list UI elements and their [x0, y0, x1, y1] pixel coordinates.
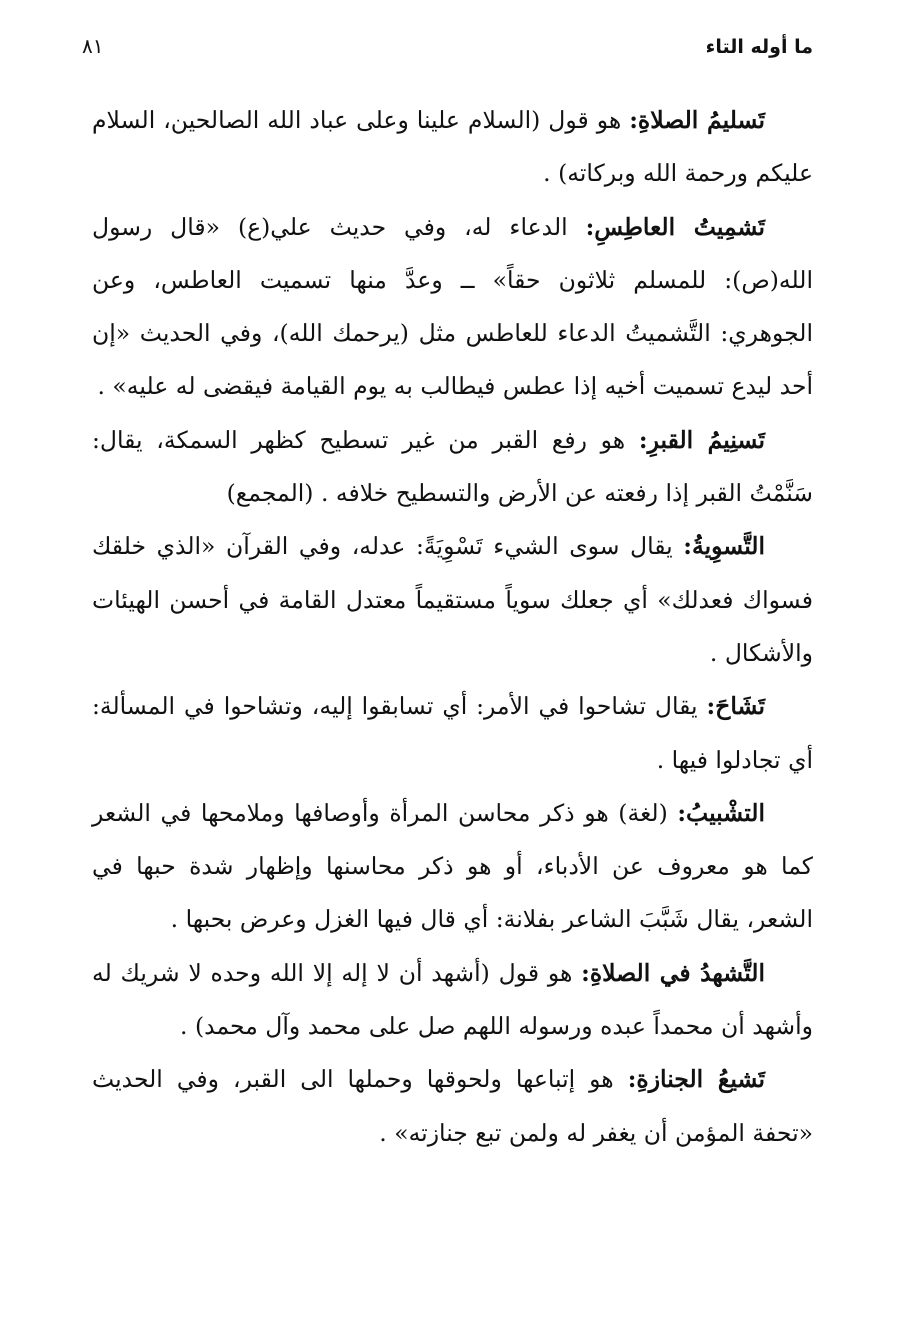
entry-term: التشْبيبُ:	[677, 798, 765, 827]
entry-term: تَشَاحَ:	[706, 692, 765, 721]
glossary-entry	[92, 94, 813, 201]
glossary-entry	[92, 1053, 813, 1160]
entry-definition: هو قول (أشهد أن لا إله إلا الله وحده لا شريك له وأشهد أن محمداً عبده ورسوله اللهم صل على محمد وآل محمد) .	[92, 958, 813, 1041]
entry-term: تَسنِيمُ القبرِ:	[638, 425, 765, 454]
entry-definition: هو إتباعها ولحوقها وحملها الى القبر، وفي الحديث «تحفة المؤمن أن يغفر له ولمن تبع جنازته» .	[92, 1065, 813, 1147]
glossary-entry	[92, 414, 813, 521]
entry-definition: الدعاء له، وفي حديث علي(ع) «قال رسول الله(ص): للمسلم ثلاثون حقاً» ــ وعدَّ منها تسميت العاطس، وعن الجوهري: التَّشميتُ الدعاء للعاطس مثل (يرحمك الله)، وفي الحديث «إن أحد ليدع تسميت أخيه إذا عطس فيطالب به يوم القيامة فيقضى له عليه» .	[92, 212, 813, 401]
entry-definition: يقال سوى الشيء تَسْوِيَةً: عدله، وفي القرآن «الذي خلقك فسواك فعدلك» أي جعلك سوياً مستقيماً معتدل القامة في أحسن الهيئات والأشكال .	[92, 532, 813, 667]
entry-definition: هو قول (السلام علينا وعلى عباد الله الصالحين، السلام عليكم ورحمة الله وبركاته) .	[92, 106, 813, 188]
entry-definition: يقال تشاحوا في الأمر: أي تسابقوا إليه، وتشاحوا في المسألة: أي تجادلوا فيها .	[92, 692, 813, 774]
entry-term: تَشيعُ الجنازةِ:	[627, 1065, 765, 1094]
glossary-entry	[92, 947, 813, 1054]
entry-term: تَسليمُ الصلاةِ:	[629, 106, 766, 134]
entry-definition: هو رفع القبر من غير تسطيح كظهر السمكة، يقال: سَنَّمْتُ القبر إذا رفعته عن الأرض والتسطيح خلافه . (المجمع)	[92, 425, 813, 508]
glossary-entry	[92, 201, 813, 414]
entry-term: التَّشهدُ في الصلاةِ:	[581, 958, 765, 987]
glossary-entry	[92, 787, 813, 947]
glossary-entry	[92, 520, 813, 680]
entry-definition: (لغة) هو ذكر محاسن المرأة وأوصافها وملامحها في الشعر كما هو معروف عن الأدباء، أو هو ذكر محاسنها وإظهار شدة حبها في الشعر، يقال شَبَّبَ الشاعر بفلانة: أي قال فيها الغزل وعرض بحبها .	[92, 798, 813, 934]
entry-term: التَّسوِيةُ:	[683, 532, 765, 561]
entry-term: تَشمِيتُ العاطِسِ:	[585, 212, 765, 241]
glossary-entry	[92, 680, 813, 787]
page-header	[60, 34, 813, 70]
page-number: ٨١	[82, 34, 104, 58]
page-body	[92, 94, 813, 1160]
running-head: ما أوله التاء	[705, 36, 813, 58]
